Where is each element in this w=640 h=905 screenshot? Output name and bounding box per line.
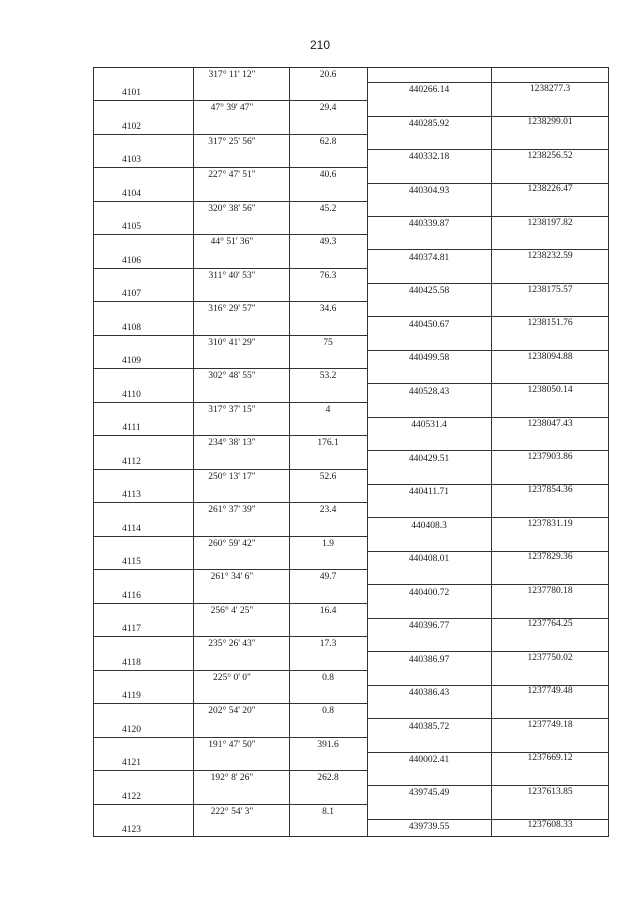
distance-cell: 52.6 — [319, 471, 337, 482]
point-id-cell: 4112 — [122, 456, 141, 467]
row-divider — [367, 249, 609, 250]
easting-cell: 1237749.18 — [527, 719, 573, 730]
easting-cell: 1237780.18 — [527, 585, 573, 596]
distance-cell: 45.2 — [319, 203, 337, 214]
bearing-cell: 302° 48' 55" — [208, 371, 256, 382]
row-divider — [93, 469, 367, 470]
bearing-cell: 316° 29' 57" — [208, 304, 256, 315]
distance-cell: 29.4 — [319, 103, 337, 114]
row-divider — [367, 517, 609, 518]
bearing-cell: 317° 25' 56" — [208, 136, 256, 147]
distance-cell: 20.6 — [319, 70, 337, 80]
easting-cell: 1238299.01 — [527, 117, 573, 128]
point-id-cell: 4109 — [122, 356, 141, 367]
bearing-cell: 202° 54' 20" — [208, 706, 256, 717]
distance-cell: 40.6 — [319, 170, 337, 181]
point-id-cell: 4107 — [122, 289, 141, 300]
bearing-cell: 44° 51' 36" — [210, 237, 254, 248]
row-divider — [367, 450, 609, 451]
row-divider — [93, 335, 367, 336]
bearing-cell: 317° 37' 15" — [208, 404, 256, 415]
bearing-cell: 256° 4' 25" — [210, 605, 254, 616]
easting-cell: 1237750.02 — [527, 652, 573, 663]
row-divider — [93, 536, 367, 537]
point-id-cell: 4113 — [122, 490, 141, 501]
point-id-cell: 4108 — [122, 322, 141, 333]
easting-cell: 1238256.52 — [527, 150, 573, 161]
row-divider — [93, 636, 367, 637]
bearing-cell: 191° 47' 50" — [208, 739, 256, 750]
point-id-cell: 4122 — [122, 791, 141, 802]
point-id-cell: 4121 — [122, 758, 141, 769]
row-divider — [93, 201, 367, 202]
distance-cell: 391.6 — [317, 739, 339, 750]
row-divider — [93, 234, 367, 235]
northing-cell: 440386.97 — [408, 654, 450, 665]
northing-cell: 440408.3 — [411, 520, 447, 531]
row-divider — [93, 100, 367, 101]
distance-cell: 16.4 — [319, 605, 337, 616]
point-id-cell: 4102 — [122, 121, 141, 132]
easting-cell: 1238050.14 — [527, 385, 573, 396]
bearing-cell: 261° 34' 6" — [210, 572, 254, 583]
column-divider — [93, 67, 94, 837]
distance-cell: 76.3 — [319, 270, 337, 281]
easting-cell: 1237903.86 — [527, 452, 573, 462]
northing-cell: 439739.55 — [408, 821, 450, 832]
row-divider — [93, 167, 367, 168]
point-id-cell: 4120 — [122, 724, 141, 735]
row-divider — [93, 569, 367, 570]
northing-cell: 440528.43 — [408, 386, 450, 397]
distance-cell: 4 — [325, 404, 331, 415]
northing-cell: 440385.72 — [408, 721, 450, 732]
easting-cell: 1238197.82 — [527, 217, 573, 228]
distance-cell: 62.8 — [319, 136, 337, 147]
point-id-cell: 4119 — [122, 691, 141, 702]
easting-cell: 1237749.48 — [527, 686, 573, 697]
bearing-cell: 250° 13' 17" — [208, 471, 256, 482]
bearing-cell: 192° 8' 26" — [210, 773, 254, 784]
row-divider — [93, 368, 367, 369]
northing-cell: 440408.01 — [408, 554, 450, 565]
row-divider — [367, 651, 609, 652]
bearing-cell: 227° 47' 51" — [208, 170, 256, 181]
easting-cell: 1237831.19 — [527, 518, 573, 529]
row-divider — [93, 703, 367, 704]
easting-cell: 1237854.36 — [527, 485, 573, 496]
easting-cell: 1238151.76 — [527, 318, 573, 329]
distance-cell: 262.8 — [317, 773, 339, 784]
northing-cell: 440531.4 — [411, 420, 447, 431]
easting-cell: 1237613.85 — [527, 786, 573, 797]
bearing-cell: 311° 40' 53" — [208, 270, 256, 281]
distance-cell: 176.1 — [317, 438, 339, 449]
row-divider — [93, 737, 367, 738]
point-id-cell: 4105 — [122, 222, 141, 233]
row-divider — [367, 584, 609, 585]
northing-cell: 440002.41 — [408, 754, 450, 765]
northing-cell: 440304.93 — [408, 185, 450, 196]
northing-cell: 439745.49 — [408, 788, 450, 799]
bearing-cell: 47° 39' 47" — [210, 103, 254, 114]
distance-cell: 8.1 — [322, 806, 334, 817]
point-id-cell: 4110 — [122, 389, 141, 400]
northing-cell: 440396.77 — [408, 621, 450, 632]
northing-cell: 440332.18 — [408, 152, 450, 163]
northing-cell: 440374.81 — [408, 252, 450, 263]
easting-cell: 1238175.57 — [527, 284, 573, 295]
distance-cell: 53.2 — [319, 371, 337, 382]
row-divider — [93, 670, 367, 671]
northing-cell: 440499.58 — [408, 353, 450, 364]
distance-cell: 17.3 — [319, 639, 337, 650]
row-divider — [93, 603, 367, 604]
distance-cell: 0.8 — [322, 672, 334, 683]
northing-cell: 440285.92 — [408, 118, 450, 129]
point-id-cell: 4114 — [122, 523, 141, 534]
point-id-cell: 4117 — [122, 624, 141, 635]
easting-cell: 1237669.12 — [527, 753, 573, 764]
row-divider — [93, 134, 367, 135]
distance-cell: 23.4 — [319, 505, 337, 516]
northing-cell: 440266.14 — [408, 85, 450, 96]
northing-cell: 440450.67 — [408, 319, 450, 330]
bearing-cell: 261° 37' 39" — [208, 505, 256, 516]
column-divider — [289, 67, 290, 837]
distance-cell: 75 — [323, 337, 333, 348]
distance-cell: 34.6 — [319, 304, 337, 315]
northing-cell: 440425.58 — [408, 286, 450, 297]
survey-coordinates-table — [93, 67, 609, 837]
easting-cell: 1237829.36 — [527, 552, 573, 563]
distance-cell: 49.3 — [319, 237, 337, 248]
page-number: 210 — [309, 38, 331, 52]
bearing-cell: 235° 26' 43" — [208, 639, 256, 650]
row-divider — [93, 770, 367, 771]
row-divider — [93, 804, 367, 805]
table-border-bottom — [93, 836, 609, 837]
point-id-cell: 4115 — [122, 557, 141, 568]
point-id-cell: 4103 — [122, 155, 141, 166]
easting-cell: 1238226.47 — [527, 184, 573, 195]
bearing-cell: 260° 59' 42" — [208, 538, 256, 549]
easting-cell: 1238277.3 — [529, 83, 571, 94]
distance-cell: 1.9 — [322, 538, 334, 549]
northing-cell: 440339.87 — [408, 219, 450, 230]
row-divider — [93, 502, 367, 503]
northing-cell: 440386.43 — [408, 688, 450, 699]
point-id-cell: 4123 — [122, 825, 141, 835]
row-divider — [367, 383, 609, 384]
bearing-cell: 222° 54' 3" — [210, 806, 254, 817]
point-id-cell: 4106 — [122, 255, 141, 266]
northing-cell: 440400.72 — [408, 587, 450, 598]
northing-cell: 440429.51 — [408, 453, 450, 464]
row-divider — [93, 435, 367, 436]
easting-cell: 1238047.43 — [527, 418, 573, 429]
row-divider — [93, 402, 367, 403]
row-divider — [93, 268, 367, 269]
easting-cell: 1238232.59 — [527, 251, 573, 262]
distance-cell: 49.7 — [319, 572, 337, 583]
easting-cell: 1238094.88 — [527, 351, 573, 362]
easting-cell: 1237608.33 — [527, 820, 573, 831]
row-divider — [93, 301, 367, 302]
point-id-cell: 4116 — [122, 590, 141, 601]
bearing-cell: 225° 0' 0" — [213, 672, 251, 683]
northing-cell: 440411.71 — [408, 487, 450, 498]
point-id-cell: 4101 — [122, 88, 141, 99]
column-divider — [193, 67, 194, 837]
point-id-cell: 4111 — [122, 423, 141, 434]
bearing-cell: 320° 38' 56" — [208, 203, 256, 214]
easting-cell: 1237764.25 — [527, 619, 573, 630]
distance-cell: 0.8 — [322, 706, 334, 717]
point-id-cell: 4104 — [122, 188, 141, 199]
table-border-top — [93, 67, 609, 68]
bearing-cell: 234° 38' 13" — [208, 438, 256, 449]
bearing-cell: 317° 11' 12" — [208, 70, 256, 80]
row-divider — [367, 316, 609, 317]
bearing-cell: 310° 41' 29" — [208, 337, 256, 348]
point-id-cell: 4118 — [122, 657, 141, 668]
